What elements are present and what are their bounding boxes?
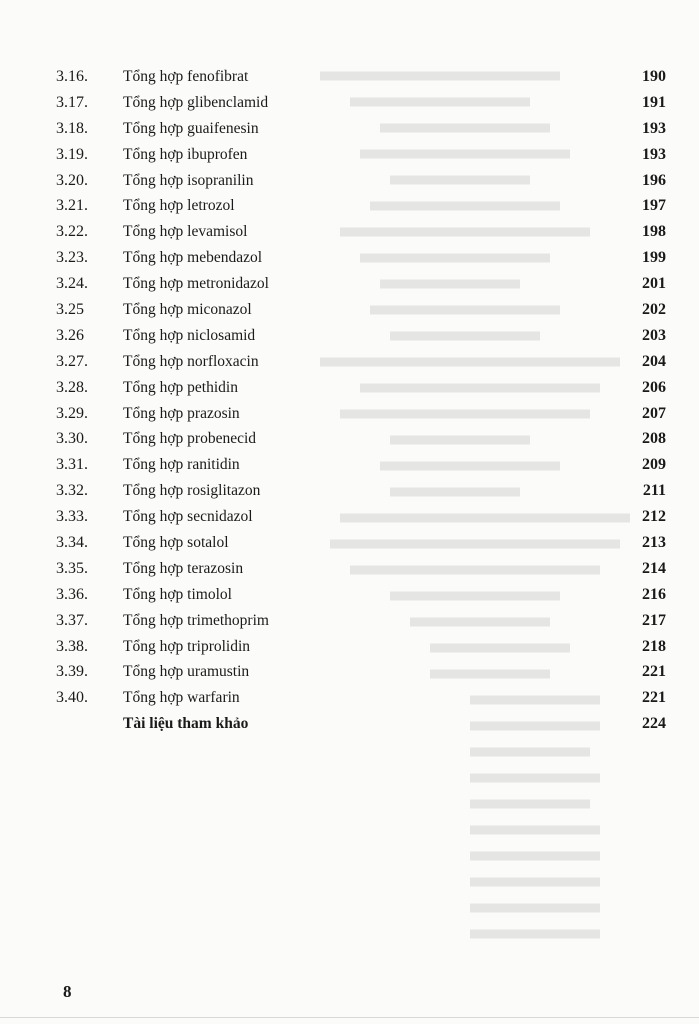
entry-page: 204 <box>642 352 666 370</box>
toc-entry <box>0 504 699 530</box>
entry-number: 3.39. <box>56 663 88 681</box>
toc-entry <box>0 659 699 685</box>
toc-entry <box>0 478 699 504</box>
entry-number: 3.30. <box>56 430 88 448</box>
entry-page: 193 <box>642 119 666 137</box>
entry-number: 3.25 <box>56 301 84 319</box>
entry-number: 3.19. <box>56 145 88 163</box>
toc-entry <box>0 116 699 142</box>
references-page: 224 <box>642 715 666 733</box>
table-of-contents <box>0 64 699 737</box>
entry-number: 3.34. <box>56 534 88 552</box>
toc-entry <box>0 193 699 219</box>
entry-page: 207 <box>642 404 666 422</box>
entry-number: 3.26 <box>56 326 84 344</box>
entry-title: Tổng hợp uramustin <box>123 663 250 681</box>
entry-title: Tổng hợp metronidazol <box>123 275 269 293</box>
toc-entry <box>0 401 699 427</box>
entry-title: Tổng hợp fenofibrat <box>123 68 249 85</box>
page-edge <box>0 1017 699 1018</box>
entry-page: 221 <box>642 689 666 707</box>
entry-page: 217 <box>642 611 666 629</box>
page-number: 8 <box>63 982 72 1001</box>
entry-page: 214 <box>642 559 666 577</box>
toc-entry <box>0 375 699 401</box>
toc-entry <box>0 634 699 660</box>
entry-title: Tổng hợp secnidazol <box>123 508 253 526</box>
toc-entry <box>0 452 699 478</box>
entry-number: 3.17. <box>56 93 88 111</box>
entry-title: Tổng hợp guaifenesin <box>123 119 259 137</box>
entry-page: 208 <box>642 430 666 448</box>
entry-page: 221 <box>642 663 666 681</box>
entry-title: Tổng hợp niclosamid <box>123 326 256 344</box>
entry-number: 3.22. <box>56 223 88 241</box>
entry-page: 193 <box>642 145 666 163</box>
toc-entry <box>0 608 699 634</box>
entry-title: Tổng hợp levamisol <box>123 223 248 241</box>
entry-title: Tổng hợp pethidin <box>123 378 238 396</box>
toc-entry <box>0 271 699 297</box>
entry-page: 198 <box>642 223 666 241</box>
entry-number: 3.21. <box>56 197 88 215</box>
toc-entry <box>0 556 699 582</box>
entry-number: 3.27. <box>56 352 88 370</box>
entry-title: Tổng hợp glibenclamid <box>123 93 269 111</box>
toc-entry <box>0 168 699 194</box>
entry-title: Tổng hợp norfloxacin <box>123 352 259 370</box>
entry-page: 202 <box>642 301 666 319</box>
entry-page: 209 <box>642 456 666 474</box>
entry-page: 201 <box>642 275 666 293</box>
entry-title: Tổng hợp mebendazol <box>123 249 263 267</box>
entry-page: 191 <box>642 93 666 111</box>
entry-title: Tổng hợp miconazol <box>123 301 252 319</box>
toc-references-entry <box>0 711 699 737</box>
entry-number: 3.23. <box>56 249 88 267</box>
entry-page: 213 <box>642 534 666 552</box>
toc-entry <box>0 90 699 116</box>
entry-title: Tổng hợp isopranilin <box>123 171 254 189</box>
entry-page: 211 <box>642 482 666 500</box>
entry-number: 3.18. <box>56 119 88 137</box>
toc-entry <box>0 219 699 245</box>
toc-entry <box>0 64 699 90</box>
toc-entry <box>0 349 699 375</box>
toc-entry <box>0 142 699 168</box>
entry-number: 3.29. <box>56 404 88 422</box>
entry-title: Tổng hợp triprolidin <box>123 637 251 655</box>
entry-page: 203 <box>642 326 666 344</box>
entry-page: 218 <box>642 637 666 655</box>
entry-title: Tổng hợp prazosin <box>123 404 240 422</box>
entry-page: 199 <box>642 249 666 267</box>
entry-page: 197 <box>642 197 666 215</box>
entry-title: Tổng hợp ranitidin <box>123 456 240 474</box>
entry-title: Tổng hợp ibuprofen <box>123 145 248 163</box>
toc-entry <box>0 245 699 271</box>
entry-number: 3.32. <box>56 482 88 500</box>
entry-title: Tổng hợp sotalol <box>123 534 229 552</box>
entry-number: 3.33. <box>56 508 88 526</box>
entry-page: 212 <box>642 508 666 526</box>
entry-page: 196 <box>642 171 666 189</box>
entry-page: 216 <box>642 585 666 603</box>
references-title: Tài liệu tham khảo <box>123 715 249 733</box>
entry-title: Tổng hợp trimethoprim <box>123 611 269 629</box>
toc-entry <box>0 297 699 323</box>
entry-number: 3.40. <box>56 689 88 707</box>
entry-number: 3.24. <box>56 275 88 293</box>
entry-number: 3.20. <box>56 171 88 189</box>
toc-entry <box>0 323 699 349</box>
entry-number: 3.35. <box>56 559 88 577</box>
toc-entry <box>0 685 699 711</box>
toc-entry <box>0 426 699 452</box>
entry-number: 3.31. <box>56 456 88 474</box>
entry-title: Tổng hợp rosiglitazon <box>123 482 261 500</box>
entry-title: Tổng hợp probenecid <box>123 430 257 448</box>
entry-page: 190 <box>642 68 666 85</box>
entry-number: 3.36. <box>56 585 88 603</box>
entry-title: Tổng hợp letrozol <box>123 197 235 215</box>
toc-entry <box>0 530 699 556</box>
entry-title: Tổng hợp timolol <box>123 585 232 603</box>
entry-title: Tổng hợp terazosin <box>123 559 244 577</box>
entry-number: 3.38. <box>56 637 88 655</box>
entry-title: Tổng hợp warfarin <box>123 689 240 707</box>
entry-page: 206 <box>642 378 666 396</box>
toc-entry <box>0 582 699 608</box>
entry-number: 3.37. <box>56 611 88 629</box>
entry-number: 3.16. <box>56 68 88 85</box>
entry-number: 3.28. <box>56 378 88 396</box>
